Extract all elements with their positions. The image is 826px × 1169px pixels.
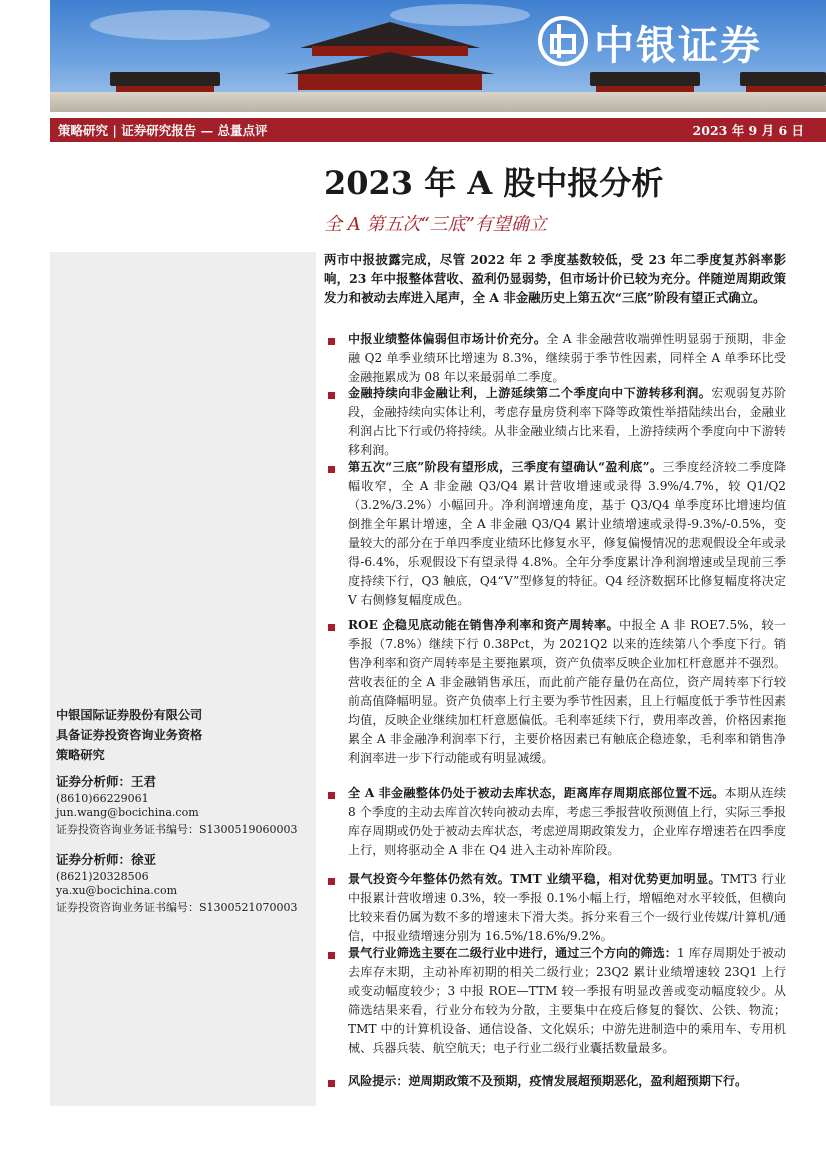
sidebar <box>50 252 316 1106</box>
bullet-marker <box>328 392 335 399</box>
department: 策略研究 <box>56 748 105 762</box>
analyst-phone: (8610)66229061 <box>56 792 149 805</box>
bullet-paragraph: 全 A 非金融整体仍处于被动去库状态，距离库存周期底部位置不远。本期从连续 8 个季度的主动去库首次转向被动去库，考虑三季报营收预测值上行，实际三季报库存周期或仍处于被动去库状态，考虑逆周期政策发力，企业库存增速若在四季度上行，则将驱动全 A 非在 Q4 进入主动补库阶段。 <box>348 786 786 857</box>
brand-name: 中银证券 <box>594 23 762 69</box>
bullet-marker <box>328 792 335 799</box>
page-subtitle: 全 A 第五次“三底”有望确立 <box>324 214 547 235</box>
bullet-paragraph: 景气行业筛选主要在二级行业中进行，通过三个方向的筛选：1 库存周期处于被动去库存末期，主动补库初期的相关二级行业；23Q2 累计业绩增速较 23Q1 上行或变动幅度较少；3 中报 ROE—TTM 较一季报有明显改善或变动幅度较少。从筛选结果来看，行业分布较为分散，主要集中在疫后修复的餐饮、公铁、物流；TMT 中的计算机设备、通信设备、文化娱乐；中游先进制造中的乘用车、专用机械、兵器兵装、航空航天；电子行业二级行业囊括数量最多。 <box>348 946 786 1055</box>
analyst-email[interactable]: jun.wang@bocichina.com <box>56 806 199 819</box>
analyst-title: 证券分析师：王君 <box>56 774 157 789</box>
bullet-marker <box>328 466 335 473</box>
org-name: 中银国际证券股份有限公司 <box>56 708 203 722</box>
bullet-paragraph: 中报业绩整体偏弱但市场计价充分。全 A 非金融营收端弹性明显弱于预期，非金融 Q2 单季业绩环比增速为 8.3%，继续弱于季节性因素，同样全 A 单季环比受金融拖累成为 08 年以来最弱单二季度。 <box>348 332 786 384</box>
risk-warning: 风险提示：逆周期政策不及预期，疫情发展超预期恶化，盈利超预期下行。 <box>348 1074 748 1088</box>
breadcrumb: 策略研究 | 证券研究报告 — 总量点评 <box>58 123 268 138</box>
page-title: 2023 年 A 股中报分析 <box>324 164 664 202</box>
bullet-paragraph: ROE 企稳见底动能在销售净利率和资产周转率。中报全 A 非 ROE7.5%，较一季报（7.8%）继续下行 0.38Pct，为 2021Q2 以来的连续第八个季度下行。销售净利率和资产周转率是主要拖累项，资产负债率反映企业加杠杆意愿并不强烈。营收表征的全 A 非金融销售承压，而此前产能存量仍在高位，资产周转率下行较前高值降幅明显。资产负债率上行主要为季节性因素，且上行幅度低于季节性因素均值，反映企业继续加杠杆意愿偏低。毛利率延续下行，费用率改善，价格因素拖累全 A 非金融净利润率下行，主要价格因素已有触底企稳迹象，毛利率和销售净利润率进一步下行动能或有明显减缓。 <box>348 618 787 765</box>
analyst-phone: (8621)20328506 <box>56 870 149 883</box>
category-bar <box>50 118 826 142</box>
summary-paragraph: 两市中报披露完成，尽管 2022 年 2 季度基数较低，受 23 年二季度复苏斜率影响，23 年中报整体营收、盈利仍显弱势，但市场计价已较为充分。伴随逆周期政策发力和被动去库进入尾声，全 A 非金融历史上第五次“三底”阶段有望正式确立。 <box>324 252 786 305</box>
analyst-email[interactable]: ya.xu@bocichina.com <box>56 884 178 897</box>
palace-roof-lower <box>285 52 495 74</box>
bullet-marker <box>328 878 335 885</box>
bullet-marker <box>328 624 335 631</box>
bullet-marker <box>328 1080 335 1087</box>
report-date: 2023 年 9 月 6 日 <box>692 123 804 138</box>
bullet-paragraph: 景气投资今年整体仍然有效。TMT 业绩平稳，相对优势更加明显。TMT3 行业中报累计营收增速 0.3%，较一季报 0.1%小幅上行，增幅绝对水平较低，但横向比较来看仍属为数不多的增速未下滑大类。拆分来看三个一级行业传媒/计算机/通信，中报业绩增速分别为 16.5%/18.6%/9.2%。 <box>348 872 786 943</box>
header-banner <box>50 0 826 112</box>
bullet-paragraph: 金融持续向非金融让利，上游延续第二个季度向中下游转移利润。宏观弱复苏阶段，金融持续向实体让利，考虑存量房贷利率下降等政策性举措陆续出台，金融业利润占比下行或仍将持续。从非金融业绩占比来看，上游持续两个季度向中下游转移利润。 <box>348 386 786 457</box>
analyst-cert: 证券投资咨询业务证书编号：S1300521070003 <box>56 901 298 914</box>
analyst-title: 证券分析师：徐亚 <box>56 852 157 867</box>
bullet-paragraph: 第五次“三底”阶段有望形成，三季度有望确认“盈利底”。三季度经济较二季度降幅收窄，全 A 非金融 Q3/Q4 累计营收增速或录得 3.9%/4.7%，较 Q1/Q2（3.2%/3.2%）小幅回升。净利润增速角度，基于 Q3/Q4 单季度环比增速均值倒推全年累计增速，全 A 非金融 Q3/Q4 累计业绩增速或录得-9.3%/-0.5%，变量较大的部分在于单四季度业绩环比修复水平，修复偏慢情况的悲观假设全年或录得-6.4%，乐观假设下有望录得 4.8%。全年分季度累计净利润增速或呈现前三季度持续下行，Q3 触底，Q4“V”型修复的特征。Q4 经济数据环比修复幅度将决定 V 右侧修复幅度成色。 <box>348 460 786 607</box>
bank-logo-icon <box>538 16 588 66</box>
palace-roof-upper <box>300 22 480 48</box>
bullet-marker <box>328 338 335 345</box>
bullet-marker <box>328 952 335 959</box>
analyst-cert: 证券投资咨询业务证书编号：S1300519060003 <box>56 823 298 836</box>
org-qualification: 具备证券投资咨询业务资格 <box>56 728 203 742</box>
